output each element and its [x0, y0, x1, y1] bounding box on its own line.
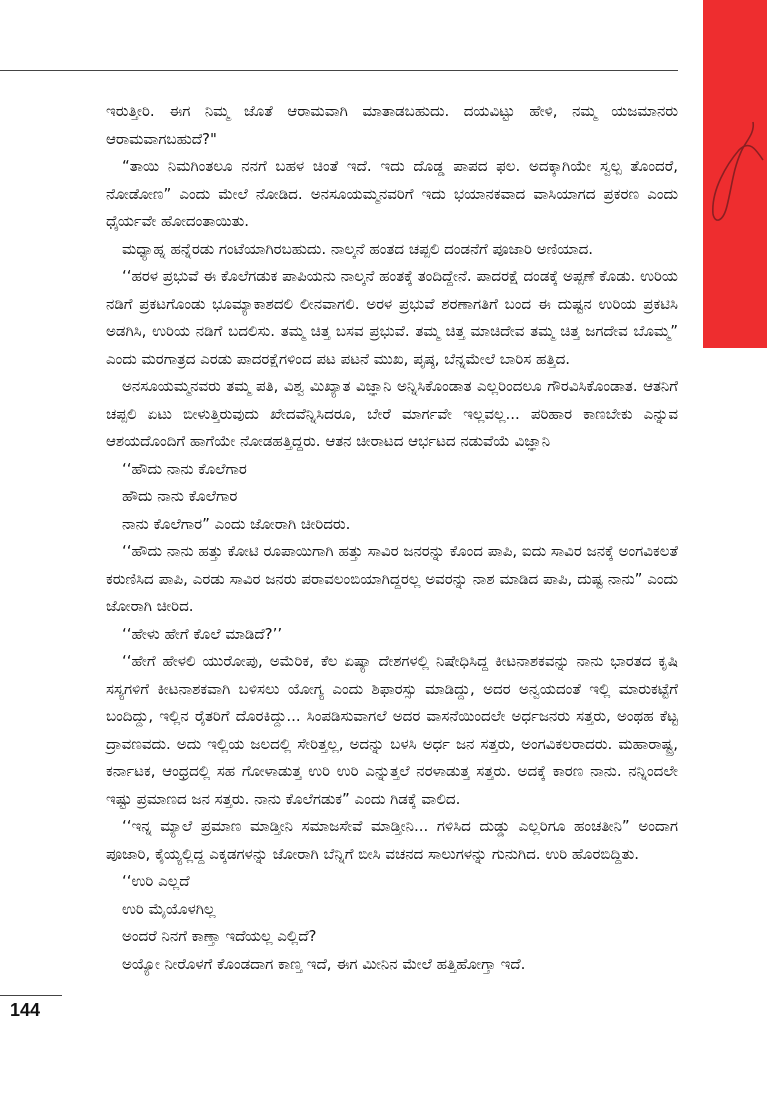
footer-rule [0, 995, 62, 996]
verse-line: ಹೌದು ನಾನು ಕೊಲೆಗಾರ [122, 487, 238, 505]
paragraph: ‘‘ಇನ್ನ ಮ್ಯಾಲೆ ಪ್ರಮಾಣ ಮಾಡ್ತೀನಿ ಸಮಾಜಸೇವೆ ಮಾಡ್ತೀನಿ... ಗಳಿಸಿದ ದುಡ್ಡು ಎಲ್ಲರಿಗೂ ಹಂಚತೀನಿ” ಅಂದಾಗ ಪೂಜಾರಿ, ಕೈಯ್ಯಲ್ಲಿದ್ದ ಎಕ್ಕಡಗಳನ್ನು ಜೋರಾಗಿ ಬೆನ್ನಿಗೆ ಬೀಸಿ ವಚನದ ಸಾಲುಗಳನ್ನು ಗುನುಗಿದ. ಉರಿ ಹೊರಬಿದ್ದಿತು. [106, 817, 678, 863]
verse-line: ನಾನು ಕೊಲೆಗಾರ” ಎಂದು ಜೋರಾಗಿ ಚೀರಿದರು. [122, 514, 351, 533]
header-rule [0, 70, 678, 71]
paragraph: ‘‘ಹೌದು ನಾನು ಹತ್ತು ಕೋಟಿ ರೂಪಾಯಿಗಾಗಿ ಹತ್ತು ಸಾವಿರ ಜನರನ್ನು ಕೊಂದ ಪಾಪಿ, ಐದು ಸಾವಿರ ಜನಕ್ಕೆ ಅಂಗವಿಕಲತೆ ಕರುಣಿಸಿದ ಪಾಪಿ, ಎರಡು ಸಾವಿರ ಜನರು ಪರಾವಲಂಬಿಯಾಗಿದ್ದರಲ್ಲ ಅವರನ್ನು ನಾಶ ಮಾಡಿದ ಪಾಪಿ, ದುಷ್ಟ ನಾನು” ಎಂದು ಜೋರಾಗಿ ಚೀರಿದ. [106, 542, 678, 615]
verse-line: ಅಂದರೆ ನಿನಗೆ ಕಾಣ್ತಾ ಇದೆಯಲ್ಲ ಎಲ್ಲಿದೆ? [122, 927, 317, 945]
paragraph: ‘‘ಹೇಗೆ ಹೇಳಲಿ ಯುರೋಪು, ಅಮೆರಿಕ, ಕೆಲ ಏಷ್ಯಾ ದೇಶಗಳಲ್ಲಿ ನಿಷೇಧಿಸಿದ್ದ ಕೀಟನಾಶಕವನ್ನು ನಾನು ಭಾರತದ ಕೃಷಿ ಸಸ್ಯಗಳಿಗೆ ಕೀಟನಾಶಕವಾಗಿ ಬಳಿಸಲು ಯೋಗ್ಯ ಎಂದು ಶಿಫಾರಸ್ಸು ಮಾಡಿದ್ದು, ಅದರ ಅನ್ವಯದಂತೆ ಇಲ್ಲಿ ಮಾರುಕಟ್ಟೆಗೆ ಬಂದಿದ್ದು, ಇಲ್ಲಿನ ರೈತರಿಗೆ ದೊರಕಿದ್ದು... ಸಿಂಪಡಿಸುವಾಗಲೆ ಅದರ ವಾಸನೆಯಿಂದಲೇ ಅರ್ಧಜನರು ಸತ್ತರು, ಅಂಥಹ ಕೆಟ್ಟ ದ್ರಾವಣವದು. ಅದು ಇಲ್ಲಿಯ ಜಲದಲ್ಲಿ ಸೇರಿತ್ತಲ್ಲ, ಅದನ್ನು ಬಳಸಿ ಅರ್ಧ ಜನ ಸತ್ತರು, ಅಂಗವಿಕಲರಾದರು. ಮಹಾರಾಷ್ಟ್ರ, ಕರ್ನಾಟಕ, ಆಂಧ್ರದಲ್ಲಿ ಸಹ ಗೋಳಾಡುತ್ತ ಉರಿ ಉರಿ ಎನ್ನುತ್ತಲೆ ನರಳಾಡುತ್ತ ಸತ್ತರು. ಅದಕ್ಕೆ ಕಾರಣ ನಾನು. ನನ್ನಿಂದಲೇ ಇಷ್ಟು ಪ್ರಮಾಣದ ಜನ ಸತ್ತರು. ನಾನು ಕೊಲೆಗಡುಕ” ಎಂದು ಗಿಡಕ್ಕೆ ವಾಲಿದ. [106, 652, 678, 808]
verse-line: ‘‘ಹೌದು ನಾನು ಕೊಲೆಗಾರ [122, 459, 247, 478]
paragraph: ‘‘ಹರಳ ಪ್ರಭುವೆ ಈ ಕೊಲೆಗಡುಕ ಪಾಪಿಯನು ನಾಲ್ಕನೆ ಹಂತಕ್ಕೆ ತಂದಿದ್ದೇನೆ. ಪಾದರಕ್ಷೆ ದಂಡಕ್ಕೆ ಅಪ್ಪಣೆ ಕೊಡು. ಉರಿಯ ನಡಿಗೆ ಪ್ರಕಟಗೊಂಡು ಭೂಮ್ಯಾಕಾಶದಲಿ ಲೀನವಾಗಲಿ. ಅರಳ ಪ್ರಭುವೆ ಶರಣಾಗತಿಗೆ ಬಂದ ಈ ದುಷ್ಟನ ಉರಿಯ ಪ್ರಕಟಿಸಿ ಅಡಗಿಸಿ, ಉರಿಯ ನಡಿಗೆ ಬದಲಿಸು. ತಮ್ಮ ಚಿತ್ತ ಬಸವ ಪ್ರಭುವೆ. ತಮ್ಮ ಚಿತ್ತ ಮಾಚಿದೇವ ತಮ್ಮ ಚಿತ್ತ ಜಗದೇವ ಬೊಮ್ಮ” ಎಂದು ಮರಗಾತ್ರದ ಎರಡು ಪಾದರಕ್ಷೆಗಳಿಂದ ಪಟ ಪಟನೆ ಮುಖ, ಪೃಷ್ಠ, ಬೆನ್ನಮೇಲೆ ಬಾರಿಸ ಹತ್ತಿದ. [106, 267, 678, 368]
paragraph: ಮಧ್ಯಾಹ್ನ ಹನ್ನೆರಡು ಗಂಟೆಯಾಗಿರಬಹುದು. ನಾಲ್ಕನೆ ಹಂತದ ಚಪ್ಪಲಿ ದಂಡನೆಗೆ ಪೂಜಾರಿ ಅಣಿಯಾದ. [122, 239, 594, 258]
page-number: 144 [10, 1000, 41, 1020]
verse-line: ಉರಿ ಮೈಯೊಳಗಿಲ್ಲ [122, 899, 216, 918]
body-text [106, 98, 678, 978]
paragraph: ಇರುತ್ತೀರಿ. ಈಗ ನಿಮ್ಮ ಜೊತೆ ಆರಾಮವಾಗಿ ಮಾತಾಡಬಹುದು. ದಯವಿಟ್ಟು ಹೇಳಿ, ನಮ್ಮ ಯಜಮಾನರು ಆರಾಮವಾಗಬಹುದೆ?" [106, 102, 678, 148]
decorative-squiggle-icon [705, 120, 767, 230]
verse-line: ಅಯ್ಯೋ ನೀರೊಳಗೆ ಕೊಂಡದಾಗ ಕಾಣ್ತ ಇದೆ, ಈಗ ಮೀನಿನ ಮೇಲೆ ಹತ್ತಿಹೋಗ್ತಾ ಇದೆ. [122, 954, 526, 973]
paragraph: ‘‘ಹೇಳು ಹೇಗೆ ಕೊಲೆ ಮಾಡಿದೆ?’’ [122, 624, 283, 643]
verse-line: ‘‘ಉರಿ ಎಲ್ಲದೆ [122, 872, 190, 890]
paragraph: ಅನಸೂಯಮ್ಮನವರು ತಮ್ಮ ಪತಿ, ವಿಶ್ವ ಮಿಖ್ಯಾತ ವಿಜ್ಞಾನಿ ಅನ್ನಿಸಿಕೊಂಡಾತ ಎಲ್ಲರಿಂದಲೂ ಗೌರವಿಸಿಕೊಂಡಾತ. ಆತನಿಗೆ ಚಪ್ಪಲಿ ಏಟು ಬೀಳುತ್ತಿರುವುದು ಖೇದವೆನ್ನಿಸಿದರೂ, ಬೇರೆ ಮಾರ್ಗವೇ ಇಲ್ಲವಲ್ಲ... ಪರಿಹಾರ ಕಾಣಬೇಕು ಎನ್ನುವ ಆಶಯದೊಂದಿಗೆ ಹಾಗೆಯೇ ನೋಡಹತ್ತಿದ್ದರು. ಆತನ ಚೀರಾಟದ ಆರ್ಭಟದ ನಡುವೆಯೆ ವಿಜ್ಞಾನಿ [106, 377, 678, 450]
paragraph: “ತಾಯಿ ನಿಮಗಿಂತಲೂ ನನಗೆ ಬಹಳ ಚಿಂತೆ ಇದೆ. ಇದು ದೊಡ್ಡ ಪಾಪದ ಫಲ. ಅದಕ್ಕಾಗಿಯೇ ಸ್ವಲ್ಪ ತೊಂದರೆ, ನೋಡೋಣ” ಎಂದು ಮೇಲೆ ನೋಡಿದ. ಅನಸೂಯಮ್ಮನವರಿಗೆ ಇದು ಭಯಾನಕವಾದ ವಾಸಿಯಾಗದ ಪ್ರಕರಣ ಎಂದು ಧೈರ್ಯವೇ ಹೋದಂತಾಯಿತು. [106, 157, 678, 230]
